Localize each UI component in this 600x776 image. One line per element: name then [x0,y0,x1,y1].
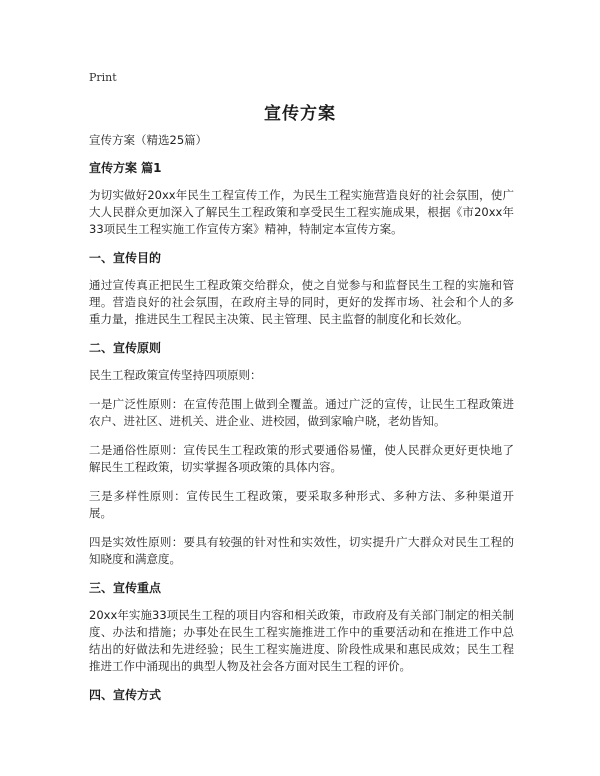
principle-1: 一是广泛性原则：在宣传范围上做到全覆盖。通过广泛的宣传，让民生工程政策进农户、进社区、进机关、进企业、进校园，做到家喻户晓，老幼皆知。 [89,397,514,428]
heading-methods: 四、宣传方式 [89,688,162,702]
principles-intro: 民生工程政策宣传坚持四项原则： [89,368,262,382]
document-subtitle: 宣传方案（精选25篇） [89,133,208,147]
principle-3: 三是多样性原则：宣传民生工程政策，要采取多种形式、多种方法、多种渠道开展。 [89,489,514,520]
document-body [89,132,514,714]
page-title: 宣传方案 [264,104,336,124]
principle-2: 二是通俗性原则：宣传民生工程政策的形式要通俗易懂，使人民群众更好更快地了解民生工程政策，切实掌握各项政策的具体内容。 [89,443,514,474]
focus-paragraph: 20xx年实施33项民生工程的项目内容和相关政策，市政府及有关部门制定的相关制度、办法和措施；办事处在民生工程实施推进工作中的重要活动和在推进工作中总结出的好做法和先进经验；民生工程实施进度、阶段性成果和惠民成效；民生工程推进工作中涌现出的典型人物及社会各方面对民生工程的评价。 [89,608,514,673]
principle-4: 四是实效性原则：要具有较强的针对性和实效性，切实提升广大群众对民生工程的知晓度和满意度。 [89,535,514,566]
heading-principles: 二、宣传原则 [89,341,162,355]
heading-focus: 三、宣传重点 [89,581,162,595]
section-heading: 宣传方案 篇1 [89,161,162,175]
purpose-paragraph: 通过宣传真正把民生工程政策交给群众，使之自觉参与和监督民生工程的实施和管理。营造良好的社会氛围，在政府主导的同时，更好的发挥市场、社会和个人的多重力量，推进民生工程民主决策、民主管理、民主监督的制度化和长效化。 [89,278,514,326]
heading-purpose: 一、宣传目的 [89,251,162,265]
intro-paragraph: 为切实做好20xx年民生工程宣传工作，为民生工程实施营造良好的社会氛围，使广大人民群众更加深入了解民生工程政策和享受民生工程实施成果，根据《市20xx年33项民生工程实施工作宣传方案》精神，特制定本宣传方案。 [89,188,514,236]
print-link[interactable]: Print [89,71,117,84]
